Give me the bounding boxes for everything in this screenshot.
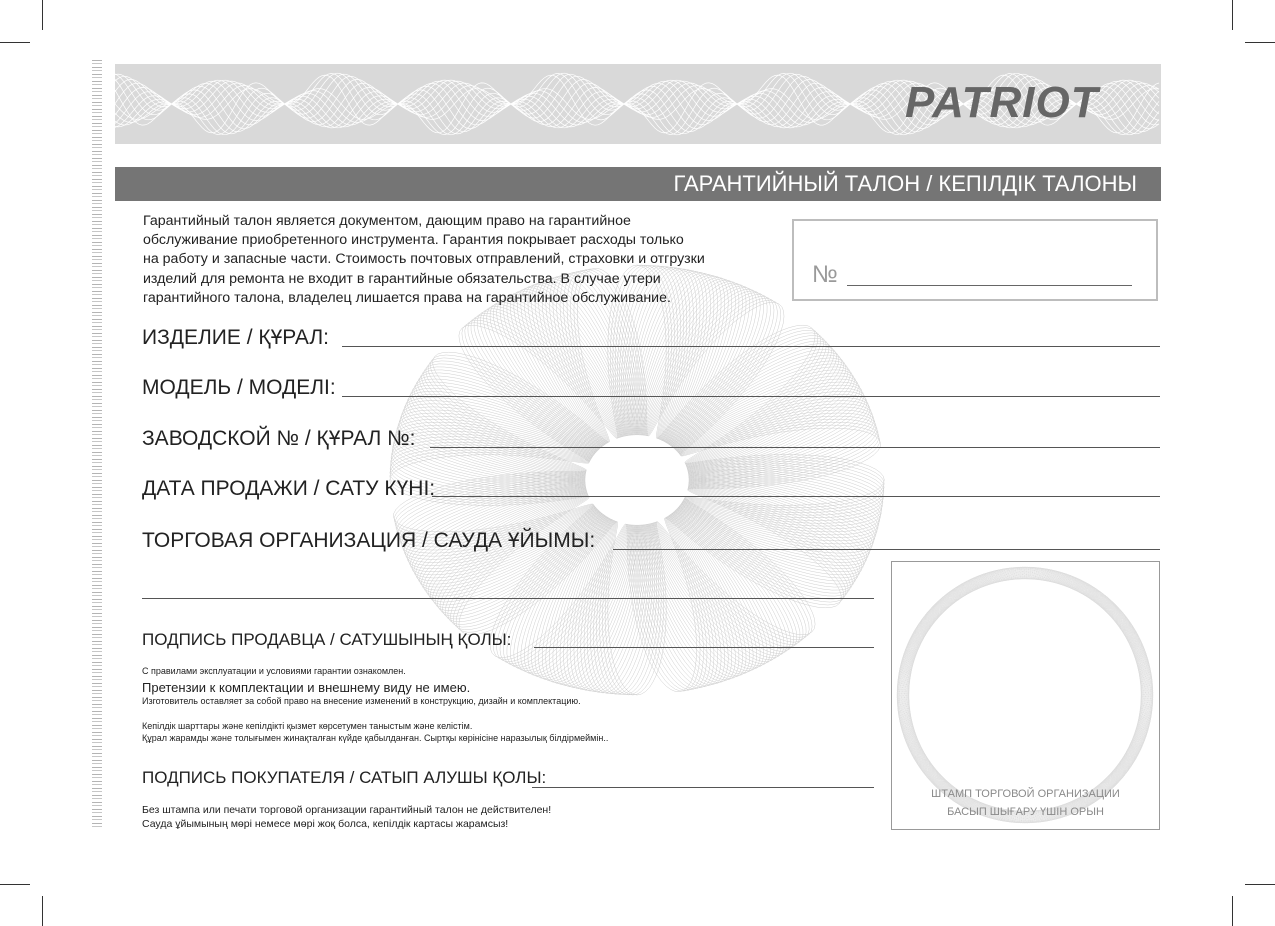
guilloche-line bbox=[396, 271, 878, 690]
crop-mark bbox=[0, 884, 30, 885]
guilloche-line bbox=[396, 271, 878, 690]
guilloche-line bbox=[407, 280, 867, 680]
page-title: ГАРАНТИЙНЫЙ ТАЛОН / КЕПІЛДІК ТАЛОНЫ bbox=[673, 171, 1137, 196]
footer-line: Без штампа или печати торговой организации гарантийный талон не действителен! bbox=[142, 804, 552, 816]
trade-org-label: ТОРГОВАЯ ОРГАНИЗАЦИЯ / САУДА ҰЙЫМЫ: bbox=[142, 529, 596, 552]
guilloche-line bbox=[399, 273, 875, 687]
guilloche-line bbox=[397, 271, 877, 688]
guilloche-line bbox=[395, 270, 879, 691]
stamp-area bbox=[891, 561, 1160, 830]
guilloche-line bbox=[394, 268, 881, 691]
title-bar bbox=[115, 167, 1161, 201]
crop-mark bbox=[0, 42, 30, 43]
guilloche-line bbox=[406, 279, 869, 682]
seller-signature-field[interactable] bbox=[534, 647, 874, 648]
seller-signature-label: ПОДПИСЬ ПРОДАВЦА / САТУШЫНЫҢ ҚОЛЫ: bbox=[142, 630, 512, 649]
warranty-number-box bbox=[792, 219, 1158, 301]
guilloche-line bbox=[393, 268, 881, 693]
intro-line: обслуживание приобретенного инструмента. Гарантия покрывает расходы только bbox=[143, 232, 684, 249]
guilloche-line bbox=[398, 272, 876, 688]
intro-line: гарантийного талона, владелец лишается права на гарантийное обслуживание. bbox=[143, 289, 671, 306]
side-serial-strip bbox=[92, 60, 102, 830]
note-line: С правилами эксплуатации и условиями гарантии ознакомлен. bbox=[142, 666, 406, 676]
product-field[interactable] bbox=[342, 346, 1160, 347]
model-field[interactable] bbox=[342, 396, 1160, 397]
guilloche-line bbox=[394, 268, 881, 691]
guilloche-line bbox=[398, 272, 876, 688]
brand-logo: PATRIOT bbox=[905, 78, 1099, 127]
intro-text bbox=[143, 212, 773, 308]
guilloche-line bbox=[395, 270, 879, 691]
sale-date-field[interactable] bbox=[432, 496, 1160, 497]
sale-date-label: ДАТА ПРОДАЖИ / САТУ КҮНІ: bbox=[142, 477, 436, 500]
number-field[interactable] bbox=[847, 285, 1132, 286]
note-line: Құрал жарамды және толығымен жинақталған күйде қабылданған. Сыртқы көрінісіне наразылық білдірмеймін.. bbox=[142, 733, 609, 743]
crop-mark bbox=[1245, 884, 1275, 885]
guilloche-line bbox=[402, 275, 873, 685]
guilloche-line bbox=[402, 275, 873, 685]
note-line: Претензии к комплектации и внешнему виду не имею. bbox=[142, 680, 471, 695]
note-line: Кепілдік шарттары және кепілдікті қызмет көрсетумен таныстым және келістім. bbox=[142, 721, 473, 731]
trade-org-field-line2[interactable] bbox=[142, 598, 874, 599]
guilloche-line bbox=[404, 278, 870, 683]
intro-line: на работу и запасные части. Стоимость почтовых отправлений, страховки и отгрузки bbox=[143, 251, 705, 268]
intro-line: Гарантийный талон является документом, дающим право на гарантийное bbox=[143, 213, 631, 229]
guilloche-line bbox=[403, 276, 871, 683]
guilloche-line bbox=[400, 274, 874, 686]
footer-line: Сауда ұйымының мөрі немесе мөрі жоқ болса, кепілдік картасы жарамсыз! bbox=[142, 818, 509, 830]
intro-line: изделий для ремонта не входит в гарантийные обязательства. В случае утери bbox=[143, 270, 661, 287]
crop-mark bbox=[1232, 0, 1233, 30]
note-line: Изготовитель оставляет за собой право на внесение изменений в конструкцию, дизайн и комплектацию. bbox=[142, 696, 581, 706]
stamp-label: БАСЫП ШЫҒАРУ ҮШІН ОРЫН bbox=[947, 806, 1104, 818]
guilloche-line bbox=[404, 278, 870, 683]
guilloche-line bbox=[394, 269, 879, 691]
serial-label: ЗАВОДСКОЙ № / ҚҰРАЛ №: bbox=[142, 427, 416, 450]
guilloche-line bbox=[399, 273, 875, 687]
number-sign: № bbox=[812, 261, 838, 288]
serial-field[interactable] bbox=[430, 447, 1160, 448]
buyer-signature-field[interactable] bbox=[532, 787, 874, 788]
model-label: МОДЕЛЬ / МОДЕЛІ: bbox=[142, 376, 336, 399]
crop-mark bbox=[42, 896, 43, 926]
crop-mark bbox=[42, 0, 43, 30]
guilloche-line bbox=[407, 280, 867, 680]
guilloche-line bbox=[400, 274, 874, 686]
guilloche-line bbox=[394, 269, 879, 691]
trade-org-field[interactable] bbox=[613, 549, 1160, 550]
buyer-signature-label: ПОДПИСЬ ПОКУПАТЕЛЯ / САТЫП АЛУШЫ ҚОЛЫ: bbox=[142, 768, 547, 787]
stamp-label: ШТАМП ТОРГОВОЙ ОРГАНИЗАЦИИ bbox=[931, 788, 1120, 800]
product-label: ИЗДЕЛИЕ / ҚҰРАЛ: bbox=[142, 326, 329, 349]
guilloche-line bbox=[403, 276, 871, 683]
crop-mark bbox=[1232, 896, 1233, 926]
guilloche-line bbox=[406, 279, 869, 682]
guilloche-line bbox=[397, 271, 877, 688]
crop-mark bbox=[1245, 42, 1275, 43]
